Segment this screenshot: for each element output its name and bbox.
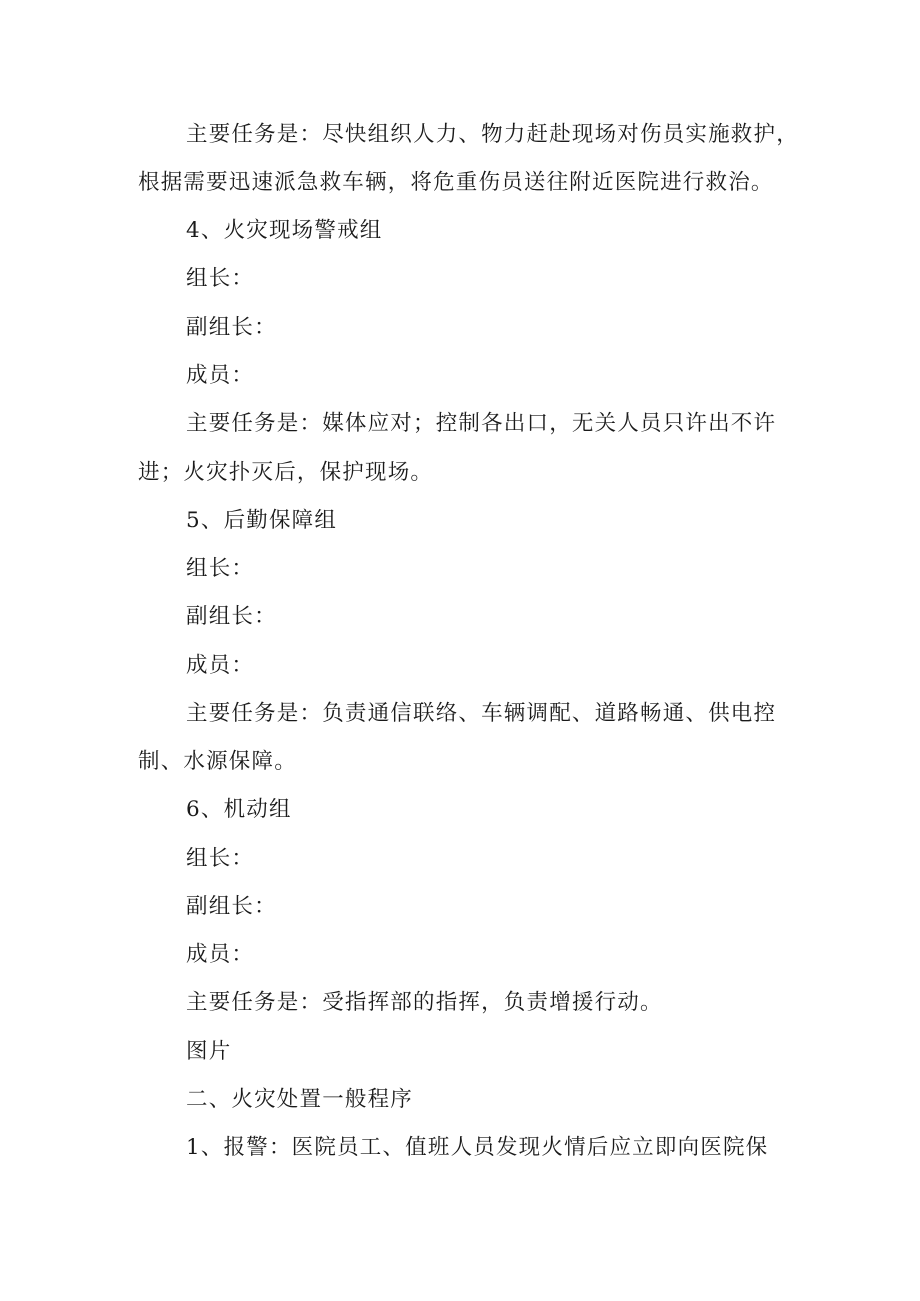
role-label: 组长： <box>186 556 255 581</box>
paragraph-line: 主要任务是：尽快组织人力、物力赶赴现场对伤员实施救护， <box>186 122 799 147</box>
role-label: 副组长： <box>186 604 277 629</box>
paragraph-line: 主要任务是：媒体应对；控制各出口，无关人员只许出不许 <box>186 411 777 436</box>
role-label: 成员： <box>186 363 255 388</box>
paragraph-line: 进；火灾扑灭后，保护现场。 <box>138 460 434 485</box>
paragraph-line: 根据需要迅速派急救车辆，将危重伤员送往附近医院进行救治。 <box>138 170 774 195</box>
section-heading: 4、火灾现场警戒组 <box>186 218 383 243</box>
paragraph-line: 1、报警：医院员工、值班人员发现火情后应立即向医院保 <box>186 1135 769 1160</box>
paragraph-line: 制、水源保障。 <box>138 749 297 774</box>
paragraph-line: 主要任务是：受指挥部的指挥，负责增援行动。 <box>186 990 663 1015</box>
role-label: 成员： <box>186 942 255 967</box>
section-heading: 6、机动组 <box>186 797 292 822</box>
role-label: 成员： <box>186 653 255 678</box>
role-label: 副组长： <box>186 894 277 919</box>
section-heading: 5、后勤保障组 <box>186 508 338 533</box>
role-label: 副组长： <box>186 315 277 340</box>
paragraph-line: 主要任务是：负责通信联络、车辆调配、道路畅通、供电控 <box>186 701 777 726</box>
role-label: 组长： <box>186 266 255 291</box>
image-placeholder-label: 图片 <box>186 1039 232 1064</box>
role-label: 组长： <box>186 846 255 871</box>
section-heading: 二、火灾处置一般程序 <box>186 1087 414 1112</box>
